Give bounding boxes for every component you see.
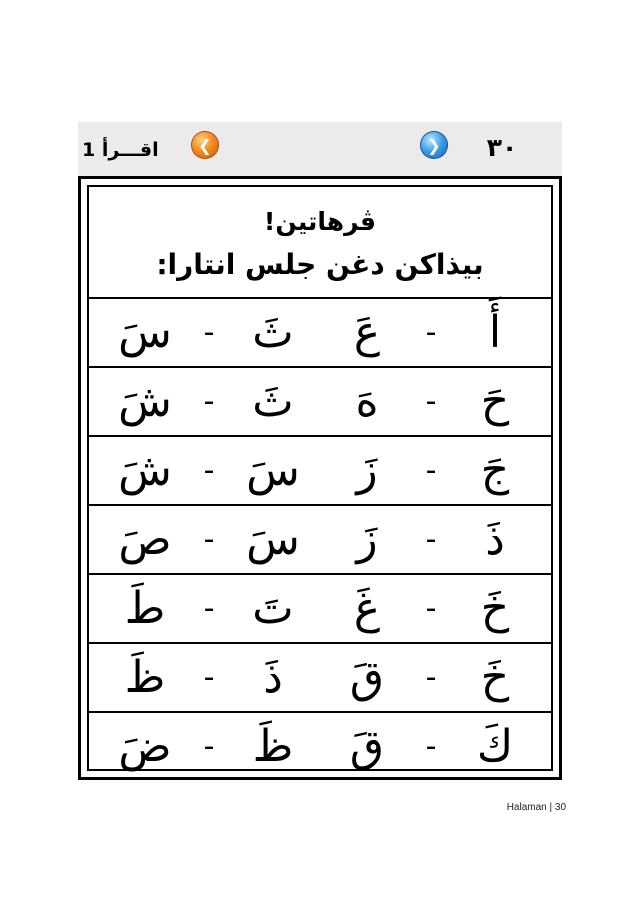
next-page-button[interactable] <box>420 131 448 159</box>
letter: شَ <box>118 376 172 427</box>
letter: خَ <box>480 583 510 634</box>
instruction-box <box>89 187 551 299</box>
letter: غَ <box>353 583 381 634</box>
letter: خَ <box>480 652 510 703</box>
page-number-arabic: ٣٠ <box>486 133 518 162</box>
letter: ذَ <box>263 652 283 703</box>
dash: - <box>203 453 215 488</box>
letter-row <box>89 299 551 368</box>
dash: - <box>203 660 215 695</box>
letter-pair-left <box>109 368 309 435</box>
letter-pair-right <box>331 644 531 711</box>
dash: - <box>425 453 437 488</box>
instruction-heading: ڤرهاتين! <box>263 207 377 236</box>
letter: هَ <box>355 376 379 427</box>
letter: صَ <box>118 514 172 565</box>
dash: - <box>203 315 215 350</box>
letter-pair-right <box>331 437 531 504</box>
letter: ثَ <box>252 307 294 358</box>
letter-row <box>89 575 551 644</box>
previous-page-button[interactable] <box>191 131 219 159</box>
letter: أَ <box>488 307 502 358</box>
dash: - <box>425 384 437 419</box>
letter-row <box>89 644 551 713</box>
letter: عَ <box>353 307 381 358</box>
dash: - <box>425 591 437 626</box>
letter-row <box>89 437 551 506</box>
dash: - <box>203 522 215 557</box>
letter-pair-left <box>109 299 309 366</box>
letter: قَ <box>349 652 385 703</box>
book-title: اقـــرأ 1 <box>82 139 159 161</box>
letter: طَ <box>124 583 166 634</box>
letter-pair-right <box>331 713 531 780</box>
page-footer: Halaman | 30 <box>506 802 566 813</box>
letter: قَ <box>349 721 385 772</box>
letter-pair-right <box>331 368 531 435</box>
exercise-frame <box>78 176 562 780</box>
exercise-table <box>87 185 553 771</box>
letter: تَ <box>252 583 294 634</box>
instruction-text: بيذاكن دغن جلس انتارا: <box>156 248 484 281</box>
letter-row <box>89 713 551 780</box>
letter: ثَ <box>252 376 294 427</box>
letter-pair-left <box>109 506 309 573</box>
dash: - <box>203 591 215 626</box>
letter: ذَ <box>485 514 505 565</box>
dash: - <box>425 522 437 557</box>
letter: شَ <box>118 445 172 496</box>
letter: زَ <box>356 445 378 496</box>
dash: - <box>425 315 437 350</box>
letter-row <box>89 368 551 437</box>
letter-row <box>89 506 551 575</box>
letter: حَ <box>480 376 510 427</box>
letter-pair-right <box>331 506 531 573</box>
dash: - <box>425 729 437 764</box>
letter: جَ <box>480 445 510 496</box>
letter-pair-left <box>109 575 309 642</box>
letter: ظَ <box>124 652 166 703</box>
dash: - <box>203 384 215 419</box>
letter: سَ <box>246 445 300 496</box>
letter: سَ <box>246 514 300 565</box>
letter: ظَ <box>252 721 294 772</box>
letter: سَ <box>118 307 172 358</box>
dash: - <box>425 660 437 695</box>
letter-pair-right <box>331 299 531 366</box>
letter-pair-right <box>331 575 531 642</box>
chevron-right-icon: ❯ <box>427 135 441 155</box>
dash: - <box>203 729 215 764</box>
letter: زَ <box>356 514 378 565</box>
letter-pair-left <box>109 713 309 780</box>
chevron-left-icon: ❮ <box>198 135 212 155</box>
letter: ضَ <box>118 721 172 772</box>
letter-pair-left <box>109 644 309 711</box>
letter: كَ <box>476 721 514 772</box>
letter-pair-left <box>109 437 309 504</box>
